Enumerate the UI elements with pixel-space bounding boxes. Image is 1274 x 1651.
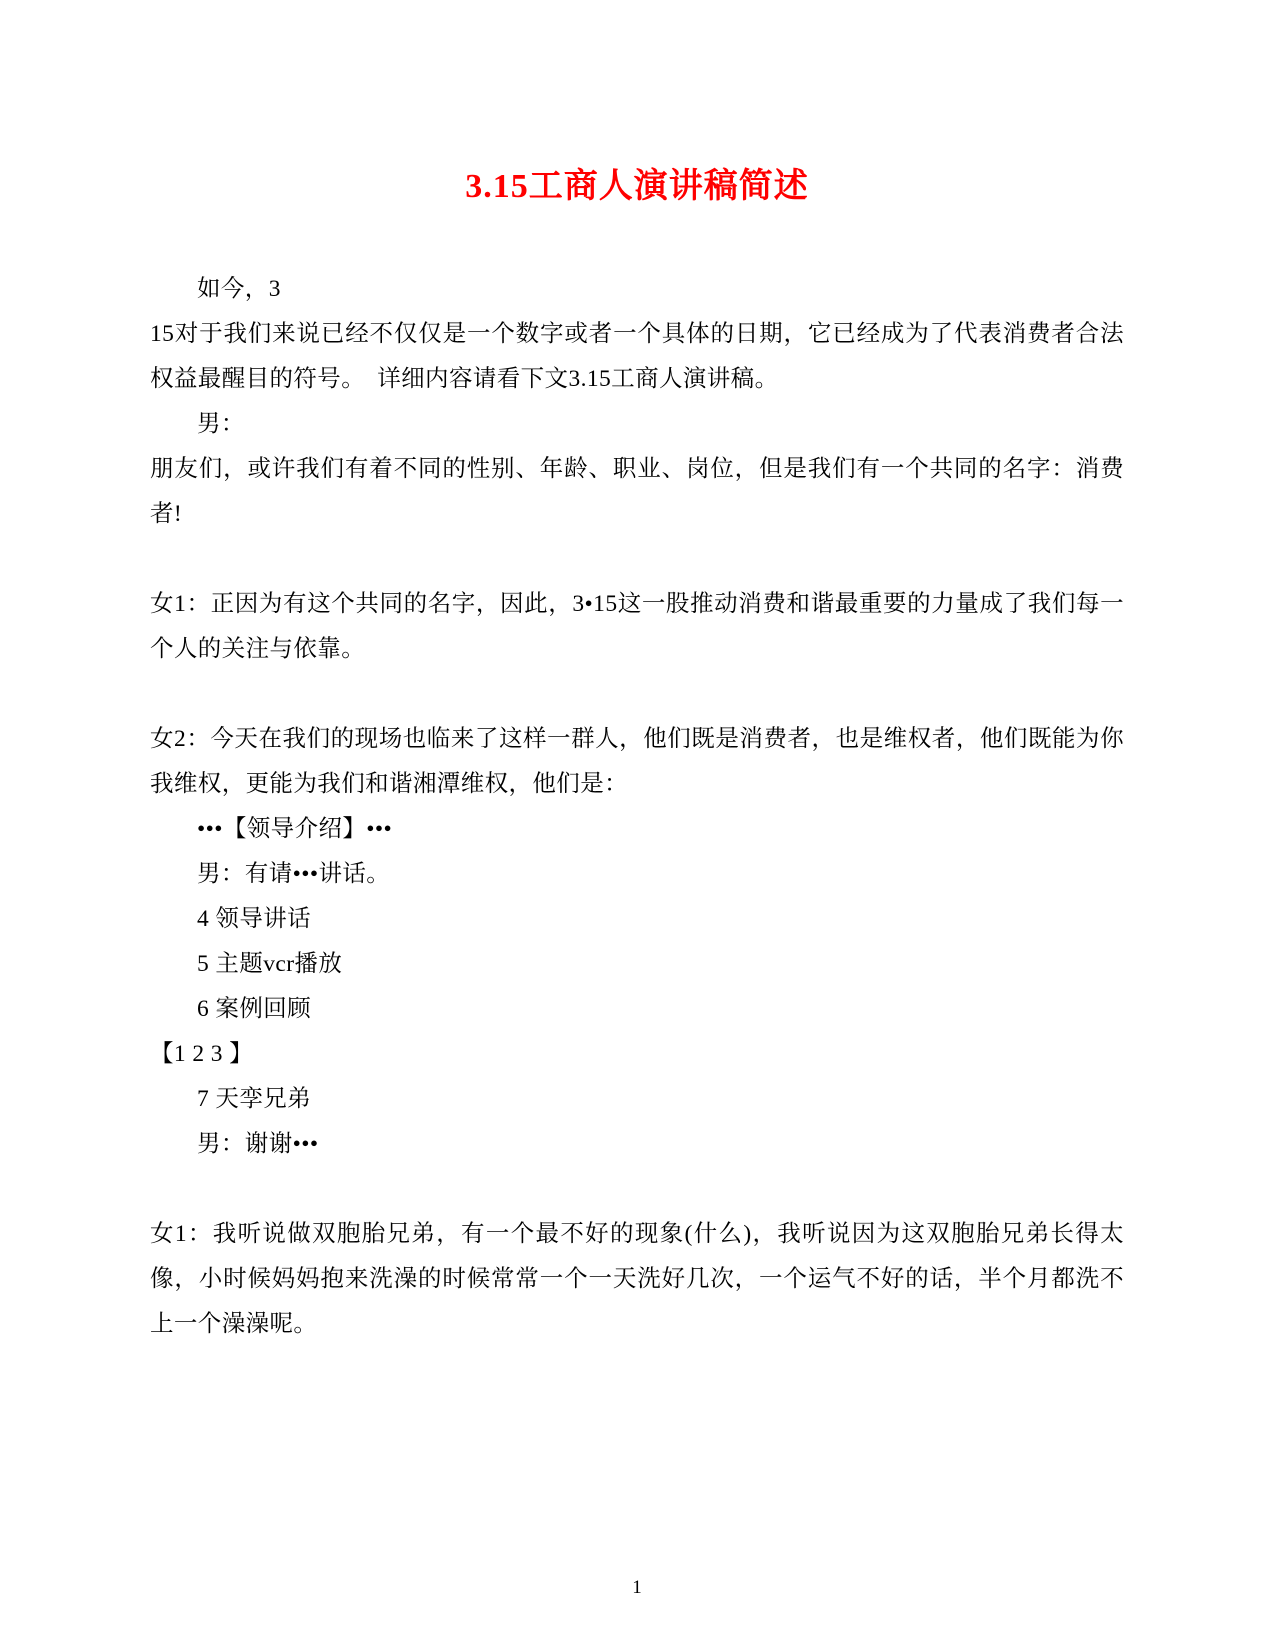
paragraph: •••【领导介绍】••• (197, 816, 393, 843)
paragraph: 5 主题vcr播放 (197, 951, 343, 978)
paragraph: 【1 2 3 】 (150, 1041, 254, 1068)
paragraph: 7 天孪兄弟 (197, 1086, 312, 1113)
paragraph: 男：有请•••讲话。 (197, 861, 391, 888)
paragraph-spacer (150, 1167, 1124, 1212)
page-title: 3.15工商人演讲稿简述 (465, 168, 809, 205)
paragraph: 女2：今天在我们的现场也临来了这样一群人，他们既是消费者，也是维权者，他们既能为你我维权，更能为我们和谐湘潭维权，他们是： (150, 726, 1124, 798)
paragraph: 女1：我听说做双胞胎兄弟，有一个最不好的现象(什么)，我听说因为这双胞胎兄弟长得太像，小时候妈妈抱来洗澡的时候常常一个一天洗好几次，一个运气不好的话，半个月都洗不上一个澡澡呢。 (150, 1221, 1124, 1338)
paragraph-spacer (150, 537, 1124, 582)
paragraph-spacer (150, 672, 1124, 717)
paragraph: 4 领导讲话 (197, 906, 312, 933)
document-body (150, 267, 1124, 1347)
paragraph: 6 案例回顾 (197, 996, 312, 1023)
paragraph: 15对于我们来说已经不仅仅是一个数字或者一个具体的日期，它已经成为了代表消费者合法权益最醒目的符号。 详细内容请看下文3.15工商人演讲稿。 (150, 321, 1124, 393)
paragraph: 男：谢谢••• (197, 1131, 319, 1158)
paragraph: 如今，3 (197, 276, 281, 303)
page-number: 1 (632, 1577, 642, 1598)
paragraph: 男： (197, 411, 245, 438)
paragraph: 女1：正因为有这个共同的名字，因此，3•15这一股推动消费和谐最重要的力量成了我们每一个人的关注与依靠。 (150, 591, 1124, 663)
paragraph: 朋友们，或许我们有着不同的性别、年龄、职业、岗位，但是我们有一个共同的名字：消费者! (150, 456, 1124, 528)
